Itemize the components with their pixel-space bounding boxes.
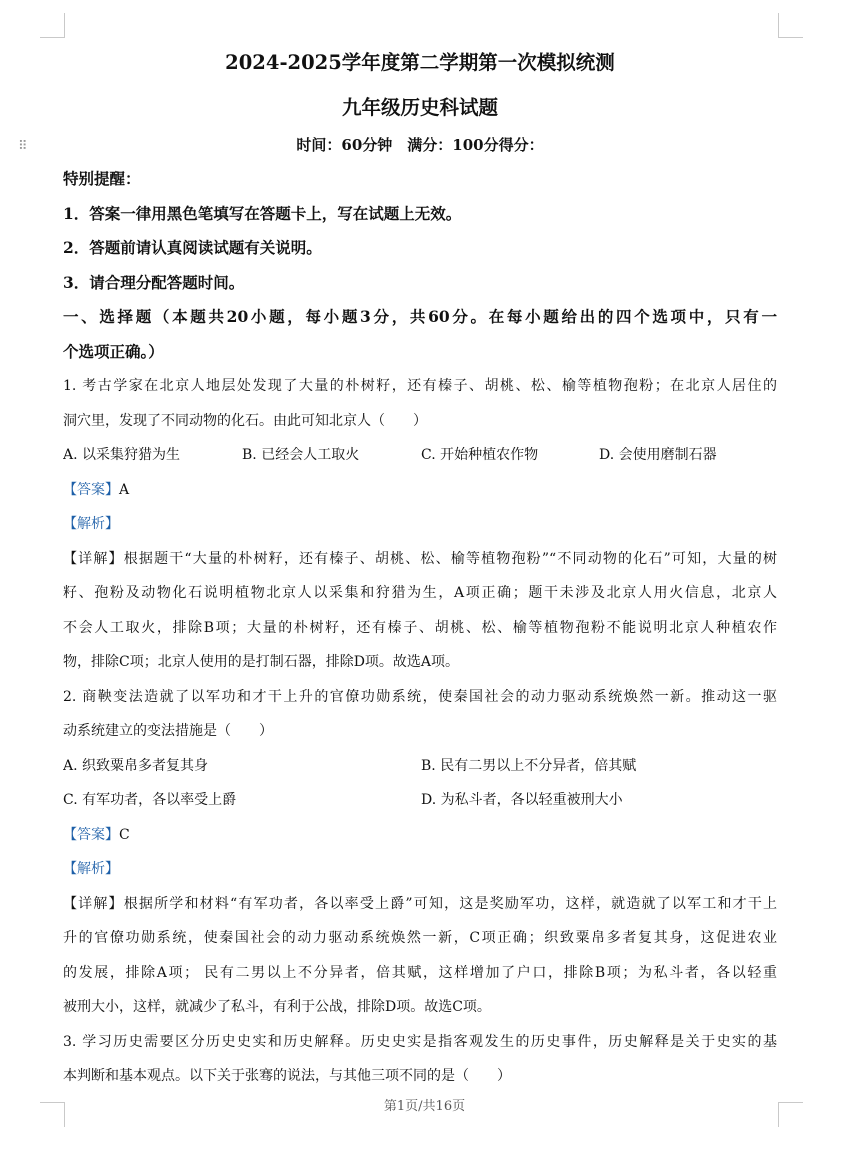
detail-line xyxy=(63,887,777,922)
detail-line: 不会人工取火，排除B项；大量的朴树籽，还有榛子、胡桃、松、榆等植物孢粉不能说明北京人种植农作 xyxy=(63,619,777,636)
detail-label: 【详解】 xyxy=(63,895,124,912)
reminder-item: 3．请合理分配答题时间。 xyxy=(63,272,245,292)
reminder-item: 1．答案一律用黑色笔填写在答题卡上，写在试题上无效。 xyxy=(63,203,462,223)
detail-line xyxy=(63,542,777,577)
question-stem-line: 3. 学习历史需要区分历史史实和历史解释。历史史实是指客观发生的历史事件，历史解释是关于史实的基 xyxy=(63,1033,777,1050)
page-content xyxy=(63,44,777,1094)
section-intro-line: 一、选择题（本题共20小题，每小题3分，共60分。在每小题给出的四个选项中，只有一 xyxy=(63,307,777,326)
question-options xyxy=(63,749,777,784)
detail-line: 被刑大小，这样，就减少了私斗，有利于公战，排除D项。故选C项。 xyxy=(63,999,491,1015)
option-a: A. 织致粟帛多者复其身 xyxy=(63,757,209,774)
answer-line xyxy=(63,473,777,508)
option-c: C. 开始种植农作物 xyxy=(421,447,539,463)
exam-time-info: 时间：60分钟 满分：100分得分： xyxy=(296,136,544,154)
exam-title: 2024-2025学年度第二学期第一次模拟统测 xyxy=(225,51,615,74)
question-options xyxy=(63,783,777,818)
reminder-heading: 特别提醒： xyxy=(63,169,141,188)
detail-text: 根据题干“大量的朴树籽，还有榛子、胡桃、松、榆等植物孢粉”“不同动物的化石”可知，大量的树 xyxy=(123,550,777,567)
question-stem-line: 动系统建立的变法措施是（ ） xyxy=(63,723,273,739)
option-a: A. 以采集狩猎为生 xyxy=(63,447,181,463)
answer-value: A xyxy=(119,481,130,498)
detail-label: 【详解】 xyxy=(63,550,124,567)
detail-line: 籽、孢粉及动物化石说明植物北京人以采集和狩猎为生，A项正确；题干未涉及北京人用火信息，北京人 xyxy=(63,585,777,601)
page-number: 第1页/共16页 xyxy=(383,1099,466,1114)
section-intro-line: 个选项正确。） xyxy=(63,341,164,361)
question-options xyxy=(63,438,777,473)
analysis-label: 【解析】 xyxy=(63,516,119,532)
answer-line xyxy=(63,818,777,853)
option-d: D. 会使用磨制石器 xyxy=(599,447,717,463)
question-stem-line: 1. 考古学家在北京人地层处发现了大量的朴树籽，还有榛子、胡桃、松、榆等植物孢粉；在北京人居住的 xyxy=(63,378,777,394)
option-b: B. 已经会人工取火 xyxy=(242,447,360,463)
question-stem-line: 2. 商鞅变法造就了以军功和才干上升的官僚功勋系统，使秦国社会的动力驱动系统焕然一新。推动这一驱 xyxy=(63,688,777,705)
detail-text: 根据所学和材料“有军功者，各以率受上爵”可知，这是奖励军功，这样，就造就了以军工和才干上 xyxy=(123,895,777,912)
reminder-item: 2．答题前请认真阅读试题有关说明。 xyxy=(63,238,322,257)
answer-value: C xyxy=(119,826,130,843)
answer-label: 【答案】 xyxy=(63,826,119,843)
crop-mark-top-right xyxy=(778,13,803,38)
option-c: C. 有军功者，各以率受上爵 xyxy=(63,792,237,808)
option-d: D. 为私斗者，各以轻重被刑大小 xyxy=(421,792,623,808)
option-b: B. 民有二男以上不分异者，倍其赋 xyxy=(421,757,637,774)
detail-line: 升的官僚功勋系统，使秦国社会的动力驱动系统焕然一新，C项正确；织致粟帛多者复其身，这促进农业 xyxy=(63,930,777,946)
crop-mark-top-left xyxy=(40,13,65,38)
exam-subtitle: 九年级历史科试题 xyxy=(341,96,498,119)
question-stem-line: 洞穴里，发现了不同动物的化石。由此可知北京人（ ） xyxy=(63,412,427,429)
detail-line: 的发展，排除A项； 民有二男以上不分异者，倍其赋，这样增加了户口，排除B项；为私斗者，各以轻重 xyxy=(63,964,777,981)
drag-handle-icon[interactable]: ⠿ xyxy=(18,139,27,154)
answer-label: 【答案】 xyxy=(63,481,119,498)
analysis-label: 【解析】 xyxy=(63,861,119,877)
detail-line: 物，排除C项；北京人使用的是打制石器，排除D项。故选A项。 xyxy=(63,654,460,670)
question-stem-line: 本判断和基本观点。以下关于张骞的说法，与其他三项不同的是（ ） xyxy=(63,1068,511,1084)
